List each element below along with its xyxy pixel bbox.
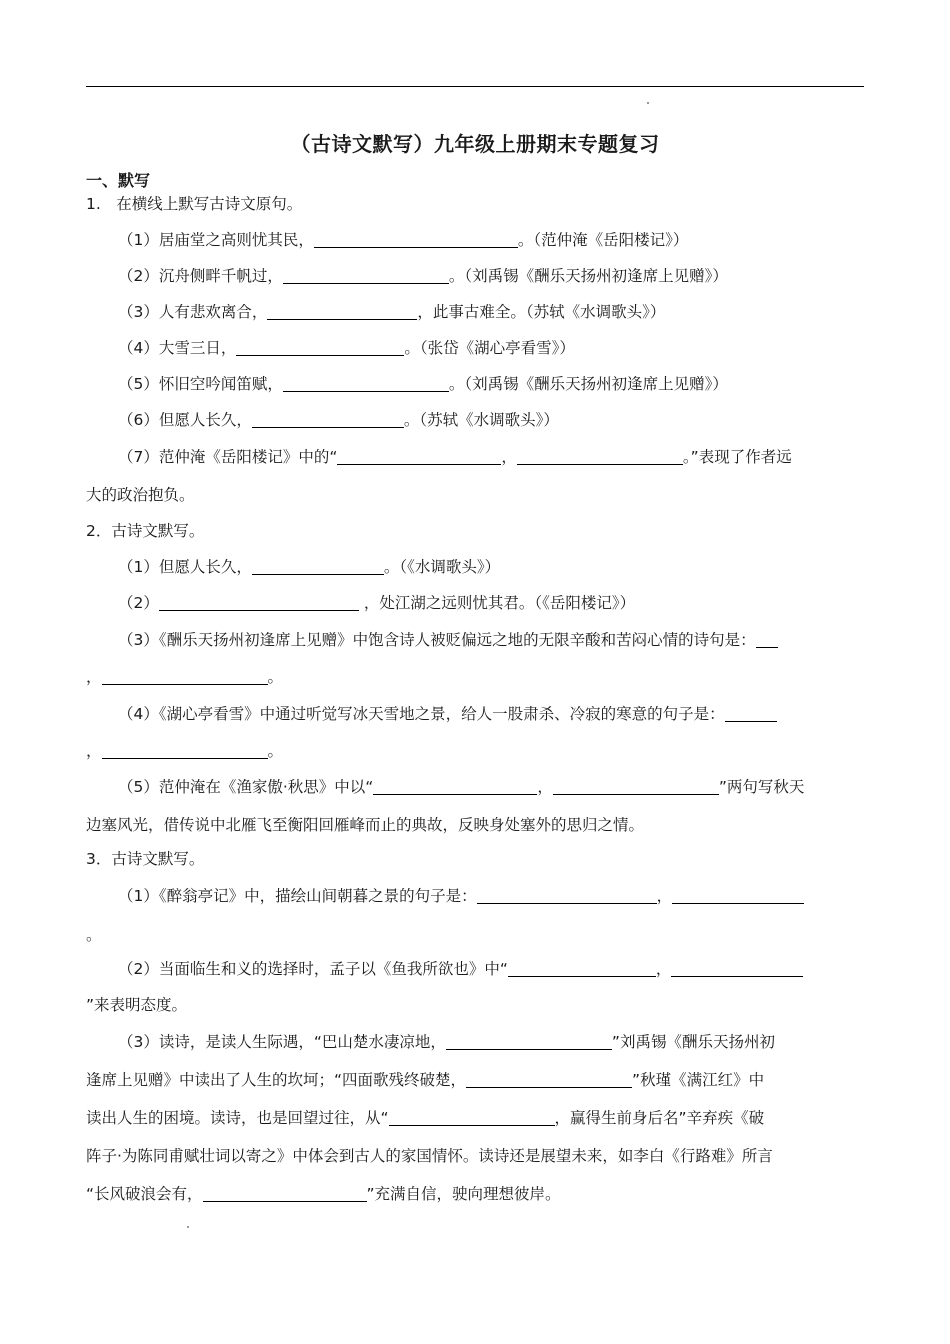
header-rule <box>86 86 864 87</box>
q1-item-2: （2）沉舟侧畔千帆过， 。（刘禹锡《酬乐天扬州初逢席上见赠》） <box>118 267 728 285</box>
q2-item-5: （5）范仲淹在《渔家傲·秋思》中以“ ， ”两句写秋天 <box>118 778 805 796</box>
q1-item-3: （3）人有悲欢离合， ，此事古难全。（苏轼《水调歌头》） <box>118 303 666 321</box>
q2-item-3-cont: ， 。 <box>86 668 284 686</box>
speck <box>187 1226 189 1228</box>
q1-item-5: （5）怀旧空吟闻笛赋， 。（刘禹锡《酬乐天扬州初逢席上见赠》） <box>118 375 728 393</box>
q3-item-3-line-4: 阵子·为陈同甫赋壮词以寄之》中体会到古人的家国情怀。读诗还是展望未来，如李白《行路难》所言 <box>86 1147 773 1165</box>
q3-item-2-cont: ”来表明态度。 <box>86 996 188 1014</box>
q3-item-3-line-2: 逢席上见赠》中读出了人生的坎坷；“四面歌残终破楚， ”秋瑾《满江红》中 <box>86 1071 765 1089</box>
q1-item-4: （4）大雪三日， 。（张岱《湖心亭看雪》） <box>118 339 575 357</box>
q2-item-4-cont: ， 。 <box>86 742 284 760</box>
q3-item-3: （3）读诗，是读人生际遇，“巴山楚水凄凉地， ”刘禹锡《酬乐天扬州初 <box>118 1033 775 1051</box>
q2-item-5-cont: 边塞风光，借传说中北雁飞至衡阳回雁峰而止的典故，反映身处塞外的思归之情。 <box>86 816 645 834</box>
answer-blank[interactable] <box>725 705 777 722</box>
q2-stem: 2．古诗文默写。 <box>86 522 205 540</box>
answer-blank[interactable] <box>446 1033 612 1050</box>
answer-blank[interactable] <box>283 375 449 392</box>
answer-blank[interactable] <box>756 631 778 648</box>
answer-blank[interactable] <box>337 448 501 465</box>
q1-item-1: （1）居庙堂之高则忧其民， 。（范仲淹《岳阳楼记》） <box>118 231 689 249</box>
q3-item-3-line-3: 读出人生的困境。读诗，也是回望过往，从“ ，赢得生前身后名”辛弃疾《破 <box>86 1109 765 1127</box>
answer-blank[interactable] <box>466 1071 632 1088</box>
answer-blank[interactable] <box>267 303 417 320</box>
section-heading: 一、默写 <box>86 171 151 190</box>
answer-blank[interactable] <box>671 960 803 977</box>
q3-item-3-line-5: “长风破浪会有， ”充满自信，驶向理想彼岸。 <box>86 1185 561 1203</box>
answer-blank[interactable] <box>508 960 656 977</box>
q2-item-1: （1）但愿人长久， 。（《水调歌头》） <box>118 558 501 576</box>
answer-blank[interactable] <box>373 778 537 795</box>
answer-blank[interactable] <box>236 339 404 356</box>
answer-blank[interactable] <box>314 231 518 248</box>
q3-item-1: （1）《醉翁亭记》中，描绘山间朝暮之景的句子是： ， <box>118 885 804 907</box>
answer-blank[interactable] <box>203 1185 367 1202</box>
answer-blank[interactable] <box>252 558 384 575</box>
answer-blank[interactable] <box>252 411 404 428</box>
q3-item-2: （2）当面临生和义的选择时，孟子以《鱼我所欲也》中“ ， <box>118 958 803 980</box>
q2-item-2: （2） ，处江湖之远则忧其君。（《岳阳楼记》） <box>118 594 636 612</box>
answer-blank[interactable] <box>517 448 683 465</box>
speck <box>647 102 649 104</box>
page-title: （古诗文默写）九年级上册期末专题复习 <box>290 132 660 156</box>
answer-blank[interactable] <box>283 267 449 284</box>
answer-blank[interactable] <box>102 742 268 759</box>
q1-item-7-cont: 大的政治抱负。 <box>86 486 195 504</box>
q3-stem: 3．古诗文默写。 <box>86 850 205 868</box>
q3-item-1-cont: 。 <box>86 926 102 944</box>
answer-blank[interactable] <box>389 1109 555 1126</box>
answer-blank[interactable] <box>477 887 657 904</box>
answer-blank[interactable] <box>159 594 359 611</box>
q1-item-6: （6）但愿人长久， 。（苏轼《水调歌头》） <box>118 411 559 429</box>
answer-blank[interactable] <box>102 668 268 685</box>
q1-item-7: （7）范仲淹《岳阳楼记》中的“ ， 。”表现了作者远 <box>118 448 792 466</box>
answer-blank[interactable] <box>672 887 804 904</box>
q2-item-4: （4）《湖心亭看雪》中通过听觉写冰天雪地之景，给人一股肃杀、冷寂的寒意的句子是： <box>118 703 777 725</box>
q2-item-3: （3）《酬乐天扬州初逢席上见赠》中饱含诗人被贬偏远之地的无限辛酸和苦闷心情的诗句是： <box>118 629 778 651</box>
q1-stem: 1. 在横线上默写古诗文原句。 <box>86 195 303 213</box>
answer-blank[interactable] <box>553 778 719 795</box>
